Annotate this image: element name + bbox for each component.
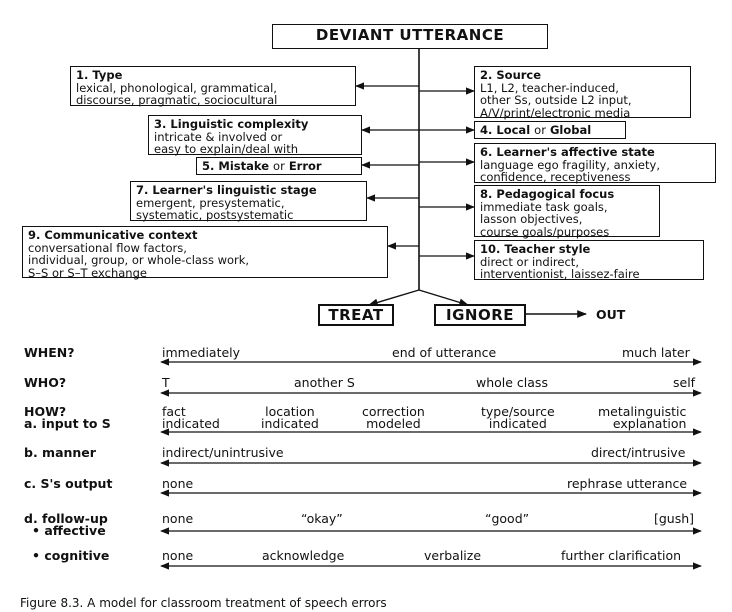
output-none: none (162, 476, 194, 491)
fork-treat (369, 290, 419, 305)
cognitive-acknowledge: acknowledge (262, 548, 345, 563)
factor-line: intricate & involved or (154, 129, 283, 144)
factor-line: immediate task goals, (480, 199, 608, 214)
factor-line: A/V/print/electronic media (480, 105, 631, 120)
when-end-of-utterance: end of utterance (392, 345, 497, 360)
manner-direct: direct/intrusive (591, 445, 686, 460)
factor-title: Mistake (218, 159, 270, 173)
row-label-when: WHEN? (24, 345, 75, 360)
factor-title: Communicative context (44, 228, 198, 242)
who-another-s: another S (294, 375, 355, 390)
factor-affective-state-box: 6. Learner's affective state language ego fragility, anxiety, confidence, receptiveness (474, 143, 716, 183)
row-label-who: WHO? (24, 375, 67, 390)
factor-title: Linguistic complexity (170, 117, 309, 131)
factor-type-box: 1. Type lexical, phonological, grammatical, discourse, pragmatic, sociocultural (70, 66, 356, 106)
affective-none: none (162, 511, 194, 526)
out-label: OUT (596, 307, 626, 322)
how-fact-indicated: fact indicated (162, 404, 220, 431)
factor-line: direct or indirect, (480, 254, 579, 269)
affective-gush: [gush] (654, 511, 695, 526)
when-much-later: much later (622, 345, 690, 360)
affective-okay: “okay” (301, 511, 343, 526)
factor-line: lasson objectives, (480, 212, 583, 226)
cognitive-further-clarification: further clarification (561, 548, 682, 563)
cognitive-none: none (162, 548, 194, 563)
factor-teacher-style-box: 10. Teacher style direct or indirect, interventionist, laissez-faire (474, 240, 704, 280)
factor-source-box: 2. Source L1, L2, teacher-induced, other Ss, outside L2 input, A/V/print/electronic media (474, 66, 691, 118)
factor-line: other Ss, outside L2 input, (480, 93, 632, 107)
factor-pedagogical-focus-box: 8. Pedagogical focus immediate task goals, lasson objectives, course goals/purposes (474, 185, 660, 237)
when-immediately: immediately (162, 345, 241, 360)
who-t: T (162, 375, 170, 390)
cognitive-verbalize: verbalize (424, 548, 482, 563)
factor-communicative-context-box: 9. Communicative context conversational flow factors, individual, group, or whole-class work, S–S or S–T exchange (22, 226, 388, 278)
treat-box: TREAT (318, 304, 394, 326)
figure-caption: Figure 8.3. A model for classroom treatment of speech errors (20, 596, 387, 610)
factor-line: lexical, phonological, grammatical, (76, 80, 277, 95)
factor-line: individual, group, or whole-class work, (28, 253, 250, 267)
factor-title: Type (92, 68, 123, 82)
row-label-follow-up: d. follow-up • affective (24, 511, 108, 538)
how-metalinguistic-explanation: metalinguistic explanation (598, 404, 687, 431)
manner-indirect: indirect/unintrusive (162, 445, 284, 460)
factor-linguistic-stage-box: 7. Learner's linguistic stage emergent, presystematic, systematic, postsystematic (130, 181, 367, 221)
factor-title: Source (496, 68, 542, 82)
factor-line: emergent, presystematic, (136, 195, 285, 210)
deviant-utterance-box: DEVIANT UTTERANCE (272, 24, 548, 49)
factor-line: systematic, postsystematic (136, 208, 294, 222)
who-self: self (673, 375, 696, 390)
how-location-indicated: location indicated (261, 404, 319, 431)
factor-title: Pedagogical focus (496, 187, 615, 201)
who-whole-class: whole class (476, 375, 548, 390)
factor-line: language ego fragility, anxiety, (480, 157, 660, 172)
factor-complexity-box: 3. Linguistic complexity intricate & involved or easy to explain/deal with (148, 115, 362, 155)
factor-line: easy to explain/deal with (154, 142, 299, 156)
row-label-manner: b. manner (24, 445, 96, 460)
how-type-source-indicated: type/source indicated (481, 404, 555, 431)
factor-title: Learner's affective state (496, 145, 655, 159)
factor-local-global-box: 4. Local or Global (474, 121, 626, 139)
row-label-cognitive: • cognitive (32, 548, 110, 563)
factor-line: conversational flow factors, (28, 240, 187, 255)
factor-line: confidence, receptiveness (480, 170, 631, 184)
factor-line: interventionist, laissez-faire (480, 267, 640, 281)
factor-line: L1, L2, teacher-induced, (480, 80, 619, 95)
fork-ignore (419, 290, 468, 305)
row-label-output: c. S's output (24, 476, 113, 491)
ignore-box: IGNORE (434, 304, 526, 326)
factor-title: Local (496, 123, 531, 137)
output-rephrase: rephrase utterance (567, 476, 688, 491)
affective-good: “good” (485, 511, 530, 526)
factor-line: discourse, pragmatic, sociocultural (76, 93, 278, 107)
factor-mistake-error-box: 5. Mistake or Error (196, 157, 362, 175)
row-label-how: HOW? a. input to S (24, 404, 111, 431)
factor-line: course goals/purposes (480, 224, 610, 239)
factor-title: Learner's linguistic stage (152, 183, 317, 197)
factor-title: Teacher style (504, 242, 591, 256)
factor-line: S–S or S–T exchange (28, 265, 147, 280)
how-correction-modeled: correction modeled (362, 404, 425, 431)
